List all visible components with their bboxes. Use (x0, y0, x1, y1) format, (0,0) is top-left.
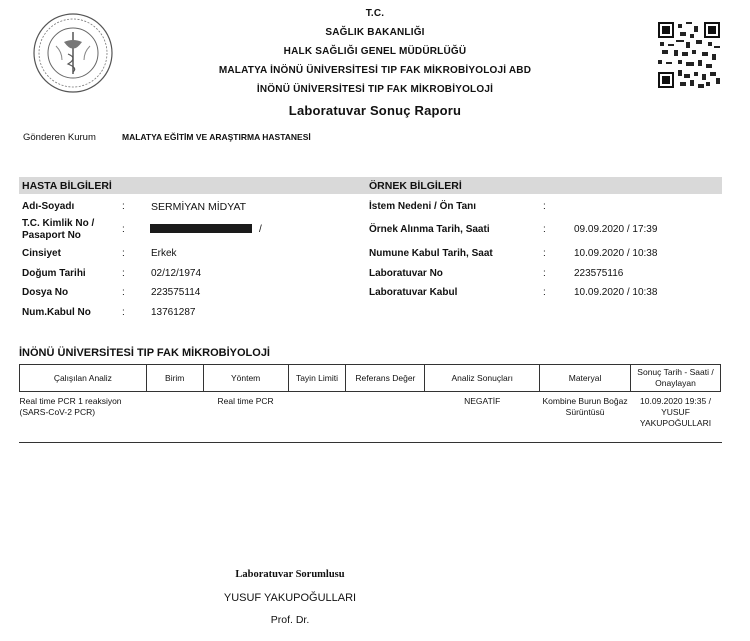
results-divider (19, 442, 722, 443)
colon: : (122, 268, 125, 279)
ministry-seal-logo (32, 12, 114, 94)
colon: : (543, 201, 546, 212)
lab-accept-datetime: 10.09.2020 / 10:38 (574, 287, 658, 298)
sender-value: MALATYA EĞİTİM VE ARAŞTIRMA HASTANESİ (122, 132, 311, 142)
colon: : (543, 248, 546, 259)
col-header-approved: Sonuç Tarih - Saati / Onaylayan (630, 365, 720, 392)
id-label-line1: T.C. Kimlik No / (22, 218, 95, 229)
gender-label: Cinsiyet (22, 248, 61, 259)
approved-cell: 10.09.2020 19:35 / YUSUF YAKUPOĞULLARI (639, 396, 712, 428)
signature-rank: Prof. Dr. (270, 614, 310, 626)
analysis-cell: Real time PCR 1 reaksiyon (SARS-CoV-2 PCR) (19, 396, 122, 417)
colon: : (543, 268, 546, 279)
col-header-result: Analiz Sonuçları (425, 365, 540, 392)
lab-no: 223575116 (574, 268, 624, 279)
accept-label: Num.Kabul No (22, 307, 91, 318)
sample-section-title: ÖRNEK BİLGİLERİ (369, 180, 462, 192)
redacted-id-number (150, 224, 252, 233)
signature-name: YUSUF YAKUPOĞULLARI (223, 592, 357, 604)
header-line-ministry: SAĞLIK BAKANLIĞI (325, 27, 425, 38)
patient-name: SERMİYAN MİDYAT (151, 201, 247, 213)
lab-no-label: Laboratuvar No (369, 268, 443, 279)
material-cell: Kombine Burun Boğaz Sürüntüsü (542, 396, 628, 417)
patient-file-no: 223575114 (151, 287, 201, 298)
limit-cell (288, 392, 346, 437)
header-line-directorate: HALK SAĞLIĞI GENEL MÜDÜRLÜĞÜ (283, 46, 467, 57)
received-label: Numune Kabul Tarih, Saat (369, 248, 493, 259)
colon: : (543, 224, 546, 235)
taken-label: Örnek Alınma Tarih, Saati (369, 224, 490, 235)
colon: : (122, 287, 125, 298)
patient-gender: Erkek (151, 248, 177, 259)
colon: : (122, 307, 125, 318)
table-row (20, 392, 721, 437)
patient-accept-no: 13761287 (151, 307, 196, 318)
signature-title: Laboratuvar Sorumlusu (235, 569, 345, 580)
unit-cell (146, 392, 203, 437)
col-header-unit: Birim (146, 365, 203, 392)
id-suffix: / (259, 224, 262, 235)
birth-label: Doğum Tarihi (22, 268, 86, 279)
colon: : (122, 248, 125, 259)
col-header-material: Materyal (540, 365, 631, 392)
patient-birth-date: 02/12/1974 (151, 268, 202, 279)
id-label-line2: Pasaport No (22, 230, 81, 241)
file-label: Dosya No (22, 287, 69, 298)
header-line-tc: T.C. (365, 8, 385, 19)
results-header-row (20, 365, 721, 392)
colon: : (122, 201, 125, 212)
header-line-department: MALATYA İNÖNÜ ÜNİVERSİTESİ TIP FAK MİKROBİYOLOJİ ABD (218, 65, 532, 76)
col-header-reference: Referans Değer (346, 365, 425, 392)
sender-label: Gönderen Kurum (23, 132, 96, 143)
colon: : (122, 224, 125, 235)
method-cell: Real time PCR (217, 396, 274, 406)
sample-received-datetime: 10.09.2020 / 10:38 (574, 248, 658, 259)
lab-accept-label: Laboratuvar Kabul (369, 287, 458, 298)
result-cell: NEGATİF (464, 396, 501, 406)
patient-section-title: HASTA BİLGİLERİ (22, 180, 112, 192)
col-header-limit: Tayin Limiti (288, 365, 346, 392)
report-title: Laboratuvar Sonuç Raporu (288, 103, 462, 118)
sample-taken-datetime: 09.09.2020 / 17:39 (574, 224, 658, 235)
reference-cell (346, 392, 425, 437)
reason-label: İstem Nedeni / Ön Tanı (369, 201, 477, 212)
qr-code-icon (658, 22, 720, 88)
results-table (19, 364, 721, 436)
name-label: Adı-Soyadı (22, 201, 75, 212)
results-section-title: İNÖNÜ ÜNİVERSİTESİ TIP FAK MİKROBİYOLOJİ (19, 347, 270, 359)
header-line-faculty: İNÖNÜ ÜNİVERSİTESİ TIP FAK MİKROBİYOLOJİ (256, 84, 494, 95)
colon: : (543, 287, 546, 298)
col-header-analysis: Çalışılan Analiz (20, 365, 147, 392)
col-header-method: Yöntem (203, 365, 288, 392)
